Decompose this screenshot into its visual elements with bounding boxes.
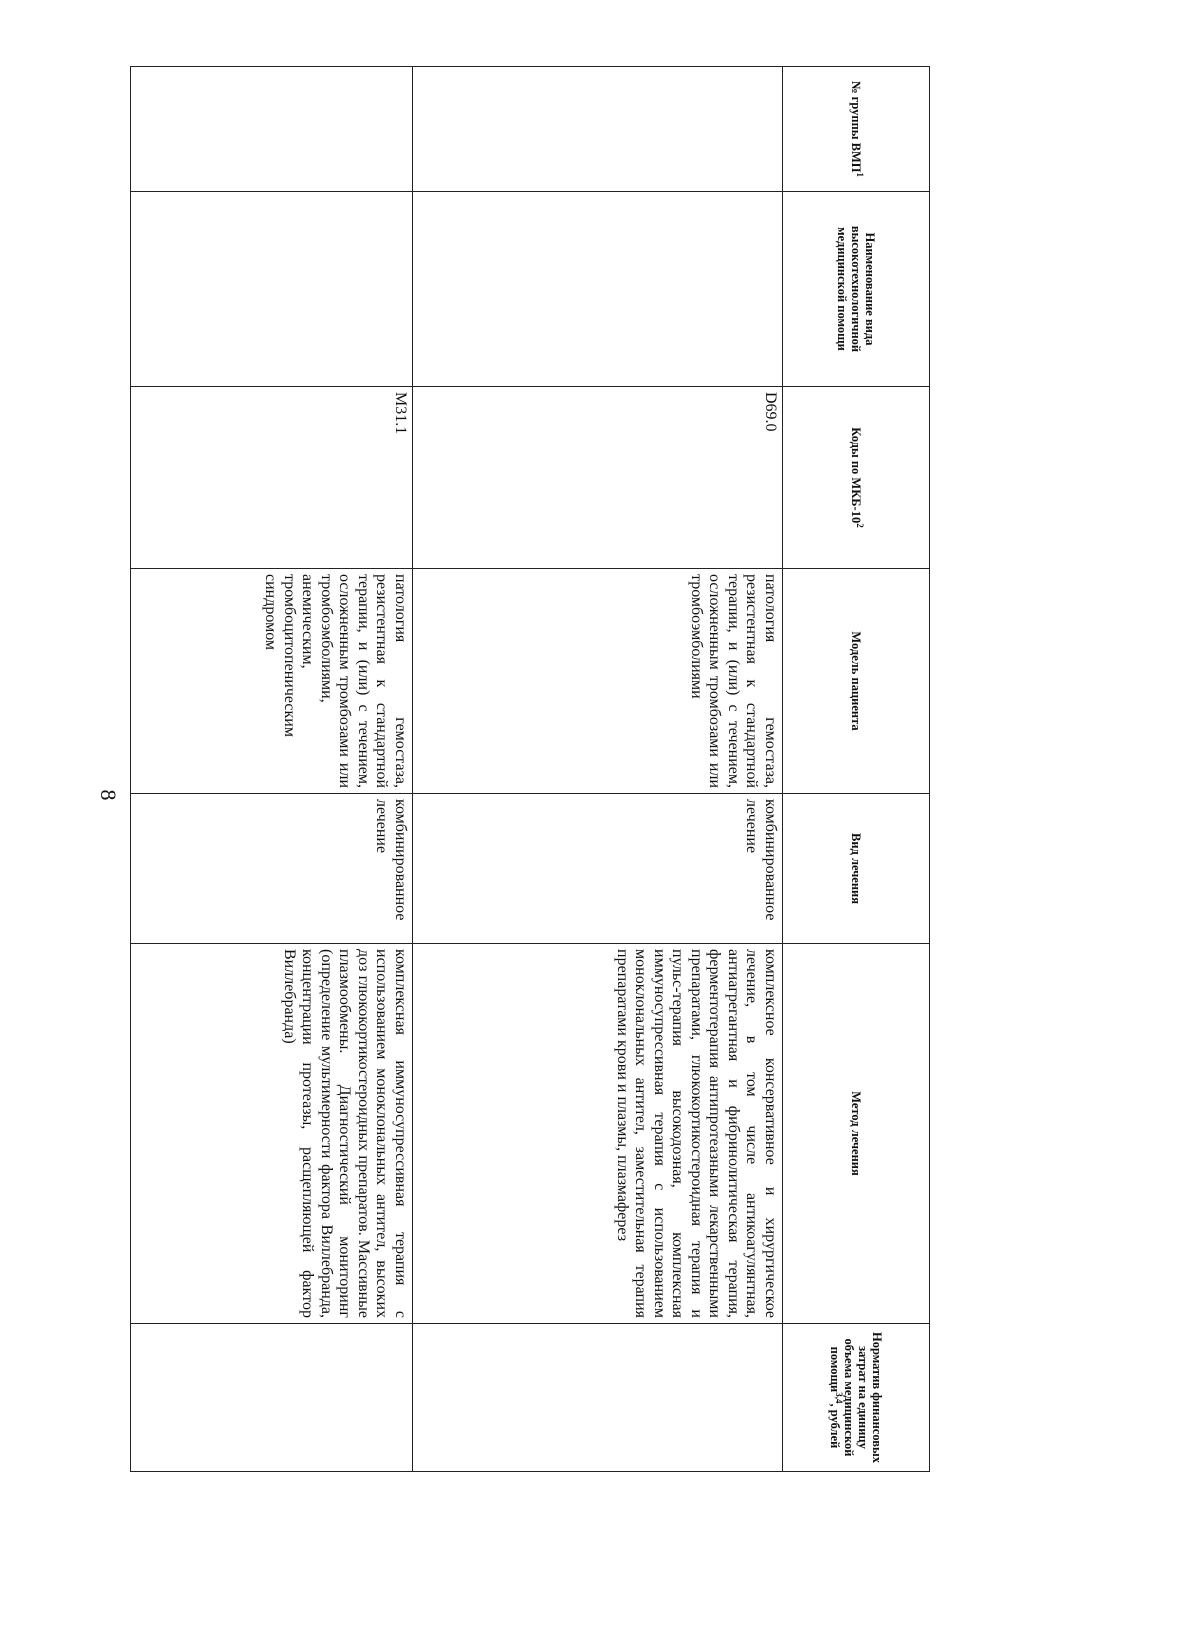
- cell-cost-norm: [413, 1324, 783, 1472]
- header-icd-codes: Коды по МКБ-$10^2$: [783, 387, 930, 569]
- cell-icd-code: М31.1: [131, 387, 413, 569]
- cell-group-number: [413, 67, 783, 192]
- header-cost-norm: Норматив финансовых затрат на единицу объема медицинской помощи$^{3,4}$, рублей: [783, 1324, 930, 1472]
- header-patient-model: Модель пациента: [783, 569, 930, 794]
- cell-vmp-name: [413, 192, 783, 387]
- table-row: [131, 67, 413, 1472]
- document-table-rotated: [130, 66, 930, 1471]
- cell-treatment-method: комплексная иммуносупрессивная терапия с использованием моноклональных антител, высоких доз глюкокортикостероидных препаратов. Массивные плазмообмены. Диагностический мониторинг (определение мультимерности фактора Виллебранда, концентрации протеазы, расщепляющей фактор Виллебранда): [131, 944, 413, 1324]
- cell-vmp-name: [131, 192, 413, 387]
- cell-patient-model: патология гемостаза, резистентная к стандартной терапии, и (или) с течением, осложненным тромбозами или тромбоэмболиями, анемическим, тромбоцитопеническим синдромом: [131, 569, 413, 794]
- header-treatment-type: Вид лечения: [783, 794, 930, 944]
- header-vmp-name: Наименование вида высокотехнологичной медицинской помощи: [783, 192, 930, 387]
- cell-icd-code: D69.0: [413, 387, 783, 569]
- cell-treatment-type: комбинированное лечение: [131, 794, 413, 944]
- header-treatment-method: Метод лечения: [783, 944, 930, 1324]
- table-row: [413, 67, 783, 1472]
- table-header-row: [783, 67, 930, 1472]
- cell-group-number: [131, 67, 413, 192]
- vmp-table: [130, 66, 930, 1472]
- cell-treatment-type: комбинированное лечение: [413, 794, 783, 944]
- cell-patient-model: патология гемостаза, резистентная к стандартной терапии, и (или) с течением, осложненным тромбозами или тромбоэмболиями: [413, 569, 783, 794]
- page-number: 8: [96, 789, 121, 801]
- cell-treatment-method: комплексное консервативное и хирургическое лечение, в том числе антикоагулянтная, антиагрегантная и фибринолитическая терапия, ферментотерапия антипротеазными лекарственными препаратами, глюкокортикостероидная терапия и пульс-терапия высокодозная, комплексная иммуносупрессивная терапия с использованием моноклональных антител, заместительная терапия препаратами крови и плазмы, плазмаферез: [413, 944, 783, 1324]
- header-group-number: № группы ВМП$^1$: [783, 67, 930, 192]
- cell-cost-norm: [131, 1324, 413, 1472]
